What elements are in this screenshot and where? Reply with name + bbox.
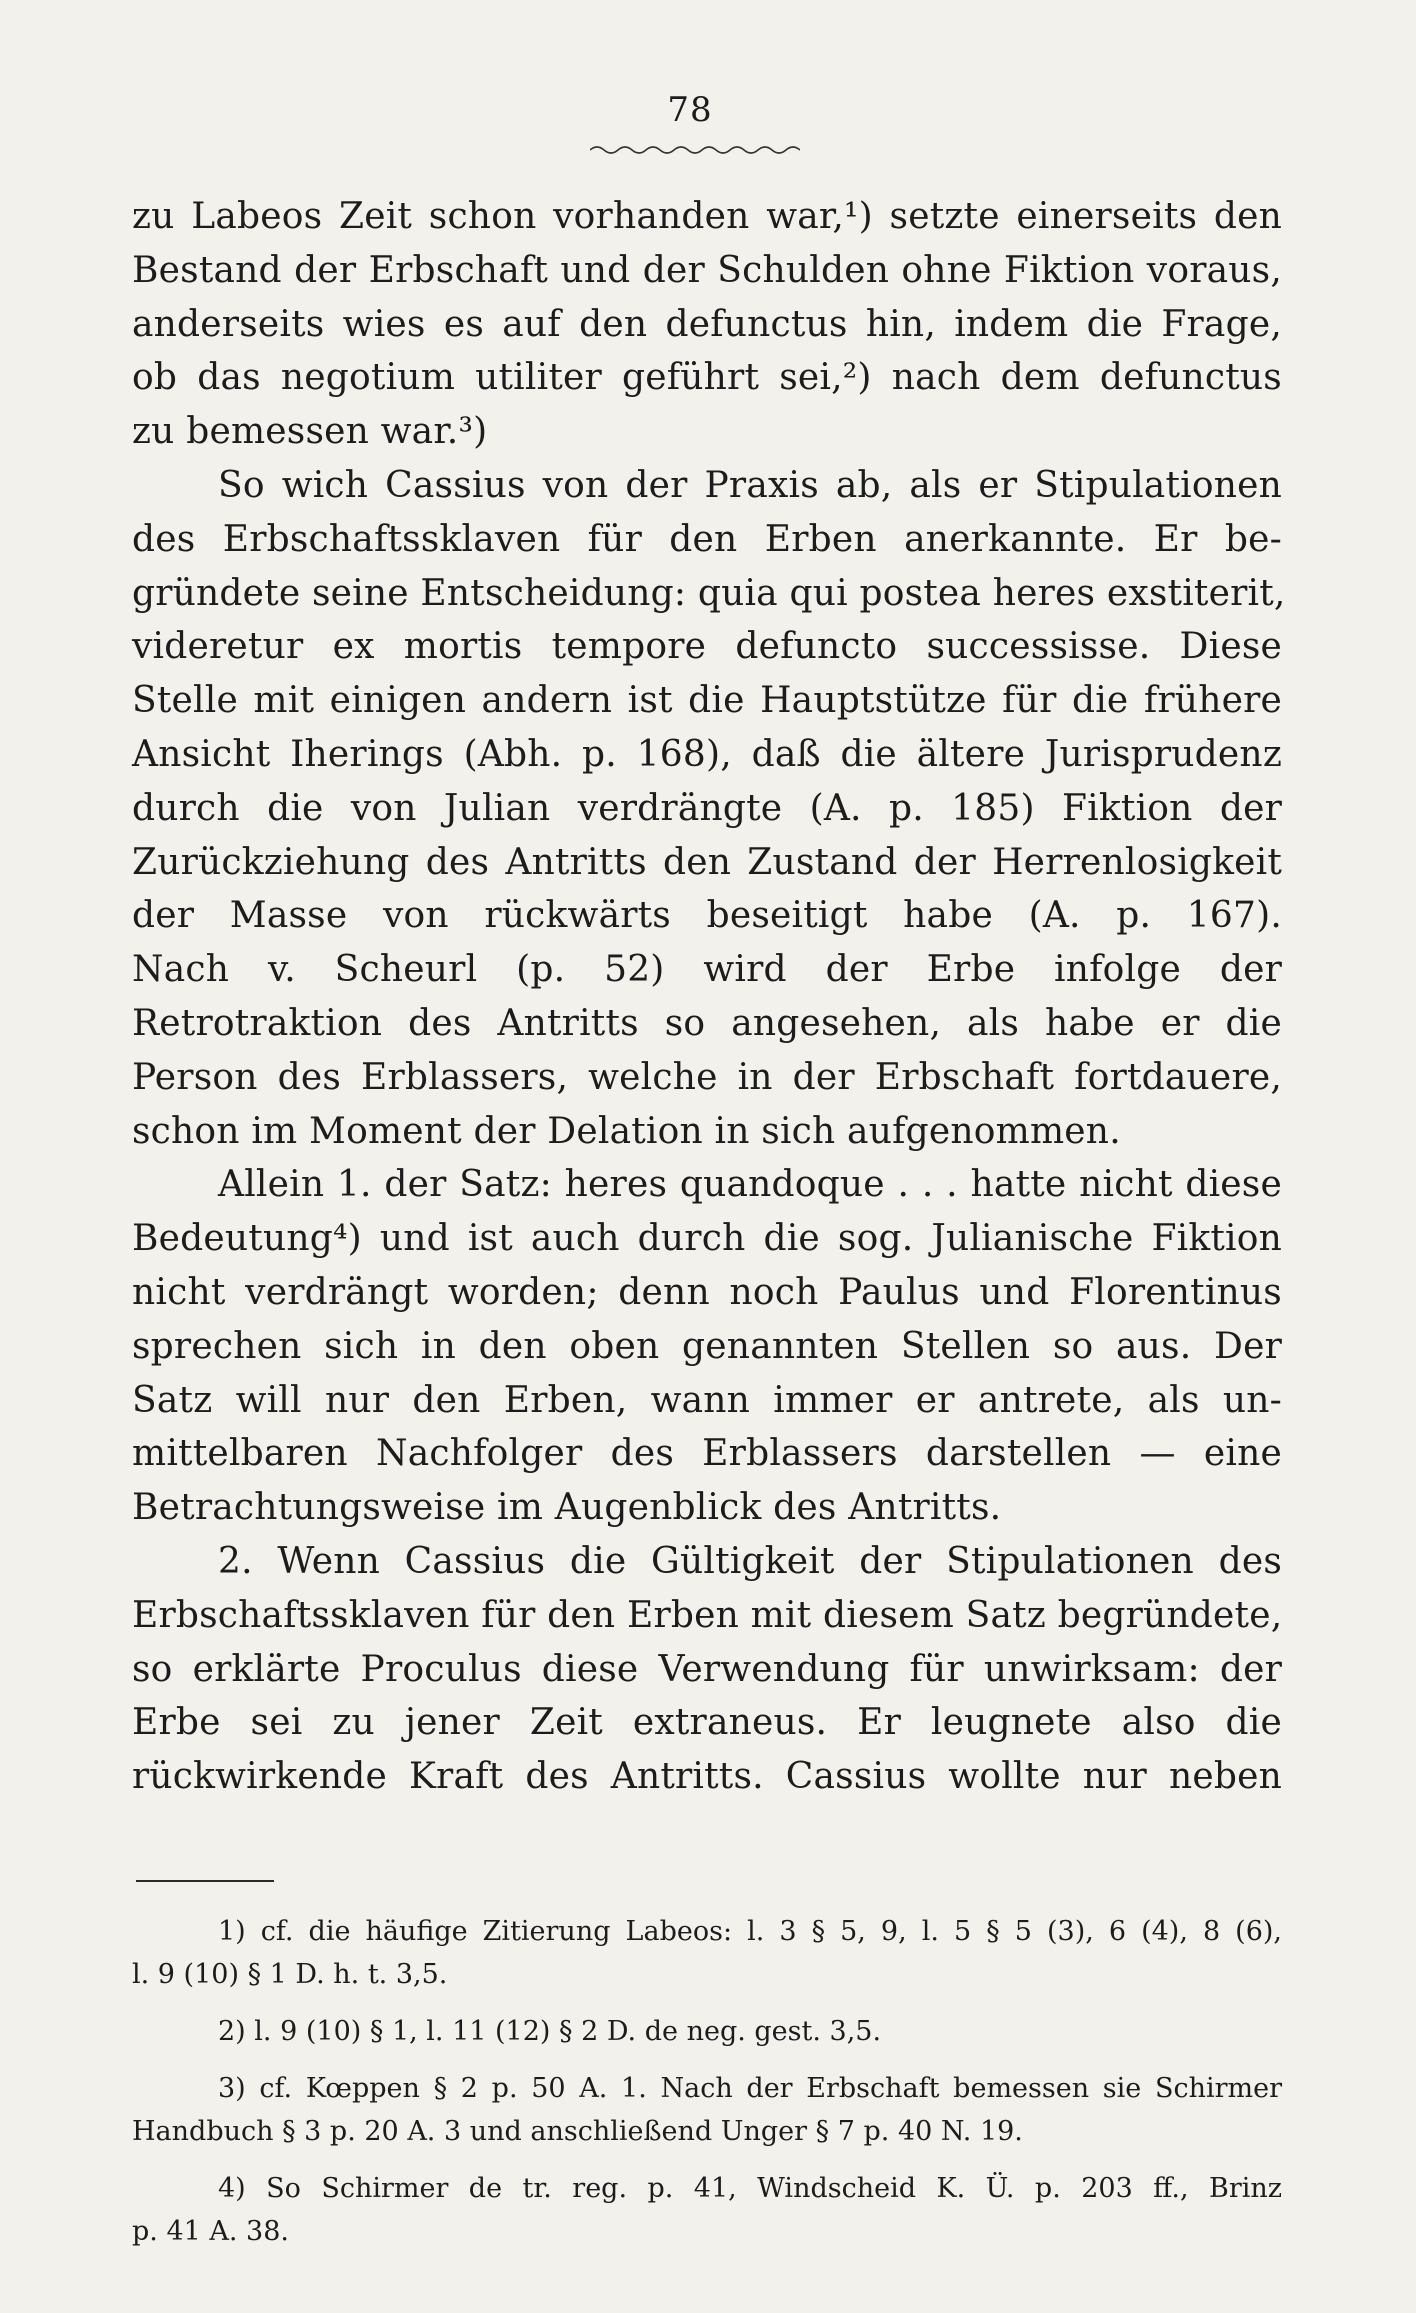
footnote-line: l. 9 (10) § 1 D. h. t. 3,5. [132, 1959, 448, 1990]
text-line: so erklärte Proculus diese Verwendung für unwirksam: der [132, 1648, 1282, 1690]
text-line: mittelbaren Nachfolger des Erblassers darstellen — eine [132, 1433, 1282, 1475]
footnote-rule [136, 1880, 274, 1882]
text-line: So wich Cassius von der Praxis ab, als er Stipulationen [218, 464, 1282, 506]
text-line: 2. Wenn Cassius die Gültigkeit der Stipulationen des [218, 1540, 1282, 1582]
text-line: zu bemessen war.³) [132, 411, 488, 453]
text-line: nicht verdrängt worden; denn noch Paulus und Florentinus [132, 1271, 1282, 1313]
text-line: schon im Moment der Delation in sich aufgenommen. [132, 1110, 1121, 1152]
text-line: zu Labeos Zeit schon vorhanden war,¹) setzte einerseits den [132, 196, 1282, 237]
text-line: Satz will nur den Erben, wann immer er antrete, als un- [132, 1379, 1282, 1421]
footnotes [132, 1910, 1282, 2253]
text-line: Stelle mit einigen andern ist die Hauptstütze für die frühere [132, 680, 1282, 722]
text-line: Erbe sei zu jener Zeit extraneus. Er leugnete also die [132, 1702, 1282, 1744]
text-line: Betrachtungsweise im Augenblick des Antritts. [132, 1487, 1002, 1529]
footnote-line: 4) So Schirmer de tr. reg. p. 41, Windscheid K. Ü. p. 203 ff., Brinz [218, 2173, 1282, 2204]
text-line: Ansicht Iherings (Abh. p. 168), daß die ältere Jurisprudenz [132, 733, 1282, 775]
footnote-line: 1) cf. die häufige Zitierung Labeos: l. 3 § 5, 9, l. 5 § 5 (3), 6 (4), 8 (6), [218, 1916, 1282, 1947]
footnote-line: 2) l. 9 (10) § 1, l. 11 (12) § 2 D. de neg. gest. 3,5. [218, 2016, 882, 2047]
text-line: Zurückziehung des Antritts den Zustand der Herrenlosigkeit [132, 841, 1282, 883]
text-line: Bedeutung⁴) und ist auch durch die sog. Julianische Fiktion [132, 1218, 1282, 1260]
text-line: durch die von Julian verdrängte (A. p. 185) Fiktion der [132, 787, 1282, 829]
footnote-line: Handbuch § 3 p. 20 A. 3 und anschließend Unger § 7 p. 40 N. 19. [132, 2116, 1023, 2147]
text-line: rückwirkende Kraft des Antritts. Cassius wollte nur neben [132, 1756, 1282, 1798]
text-line: Retrotraktion des Antritts so angesehen, als habe er die [132, 1002, 1282, 1044]
text-line: Allein 1. der Satz: heres quandoque . . . hatte nicht diese [218, 1164, 1282, 1206]
text-line: anderseits wies es auf den defunctus hin, indem die Frage, [132, 303, 1282, 345]
page-number: 78 [667, 90, 713, 130]
text-line: des Erbschaftssklaven für den Erben anerkannte. Er be- [132, 518, 1282, 560]
text-line: ob das negotium utiliter geführt sei,²) nach dem defunctus [132, 357, 1282, 399]
text-line: Nach v. Scheurl (p. 52) wird der Erbe infolge der [132, 949, 1282, 991]
text-line: Bestand der Erbschaft und der Schulden ohne Fiktion voraus, [132, 249, 1282, 291]
text-line: der Masse von rückwärts beseitigt habe (A. p. 167). [132, 895, 1282, 937]
main-text [132, 190, 1286, 1804]
text-line: Person des Erblassers, welche in der Erbschaft fortdauere, [132, 1056, 1282, 1098]
text-line: videretur ex mortis tempore defuncto successisse. Diese [132, 626, 1282, 668]
footnote-line: 3) cf. Kœppen § 2 p. 50 A. 1. Nach der Erbschaft bemessen sie Schirmer [218, 2073, 1282, 2104]
text-line: Erbschaftssklaven für den Erben mit diesem Satz begründete, [132, 1594, 1283, 1636]
text-line: gründete seine Entscheidung: quia qui postea heres exstiterit, [132, 572, 1286, 614]
text-line: sprechen sich in den oben genannten Stellen so aus. Der [132, 1325, 1282, 1367]
footnote-line: p. 41 A. 38. [132, 2216, 289, 2247]
header-ornament [590, 142, 800, 156]
